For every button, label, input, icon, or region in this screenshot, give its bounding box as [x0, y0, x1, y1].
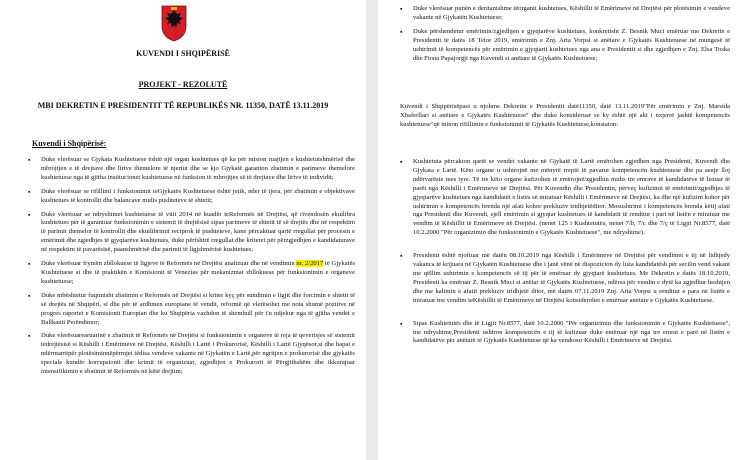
list-item [400, 28, 730, 64]
institution-name: KUVENDI I SHQIPËRISË [136, 49, 230, 58]
intro-paragraph: Kuvendi i Shqipërisëpasi u njohme Dekretin e Presidentit datë11350, datë 13.11.2019"Për emërimin e Znj. Marsida Xhaferllari si anëtare e Gjykatës Kushtetuese" dhe duke konsideruar se ky është një akt i nxjerrë jashtë kompetencës kushtetuese"që minon rifillimin e funksionimit të Gjykatës Kushtetuese,konstaton: [400, 103, 730, 128]
highlighted-reference: nr. 2/2017 [296, 260, 324, 268]
list-item-text: Duke mbështetur fuqimisht zbatimin e Reformës në Drejtësi si kriter kyç për sundimin e ligjit dhe forcimin e shtetit të së drejtës në Shqipëri, si dhe për të ardhmen europiane të vendit, reformë që vlerësohet me nota shumë pozitive në progres raportet e Komisionit Europian dhe ku Shqipëria vazhdon të shembull për t'u ndjekur nga të gjitha vendet e Ballkanit Perëndimor; [41, 291, 355, 326]
list-item-text: Presidenti është njoftuar më datën 08.10.2019 nga Këshilli i Emërimeve në Drejtësi për vendimet e tij në lidhjedy vakanca të krijuara në Gjykatën Kushtetuese dhe i janë vënë në dispozicion dy lista kandidatësh për secilin vend vakant me qëllim ushtrimin e kompetencës së tij për të emëruar dy gjyqtarë kushtetues. Me Dekretin e datës 18.10.2019, Presidenti ka emëruar Z. Besnik Muci si anëtar të Gjykatës Kushtetuese, ndërsa për vendin e dytë ka zgjedhur heshtjen dhe me kalimin e afatit prekluziv tridhjetë ditor, më datën 07.11.2019 Znj. Arta Vorpsi u renditur e para në listën e miratuar me vendim teKëshillit të Emërimeve në Drejtësi konsiderohet e emëruar anëtare e Gjykatës Kushtetuese. [413, 252, 730, 304]
list-item [28, 332, 355, 377]
list-item [28, 211, 355, 256]
list-item-text: Duke vlerësuar punën e deritanishme tëorganit kushtetues, Këshillit të Emërimeve në Drejtësi për plotësimin e vendeve vakante në Gjykatën Kushtetuese; [413, 5, 730, 21]
right-bottom-bullet-list [400, 158, 730, 351]
document-type: PROJEKT - REZOLUTË [138, 80, 228, 89]
list-item-text: Duke vlerësuar se ndryshimet kushtetuese të vitit 2014 në kuadër teReformës në Drejtësi, që rivendosën ekuilibra kushtetues për të garantuar funksionimin e sistemit të drejtësisë sipas parimeve të shtetit të së drejtës dhe në respektim të parimit themelor të kontrollit dhe ekuilibrimit reciprok të pushteteve, kane përcaktuar qartë rregullat për procesin e emërimit dhe zgjedhjes të gjyqtarëve kushtetues, duke përfshirë rregullat dhe kriteret për përzgjedhjen e kandidaturave në respektim të pavarësisë, paanshmërisë dhe parimit të ligjshmërisë kushtetues; [41, 210, 355, 254]
right-page [378, 0, 744, 460]
right-top-bullet-list [400, 5, 730, 68]
list-item [400, 5, 730, 23]
document-title: MBI DEKRETIN E PRESIDENTIT TË REPUBLIKËS NR. 11350, DATË 13.11.2019 [37, 101, 329, 110]
list-item [400, 320, 730, 347]
list-item-text: Kushtetuta përcakton qartë se vendet vakante në Gjykatë të Lartë emërohen zgjedhen nga Presidenti, Kuvendi dhe Gjykata e Lartë. Këto organe u ushtrojnë me mënyrë rreptë të pavarur kompetencën kushtetuese dhe pa asnje lloj ndërvarësie mes tyre. Të tre këto organe kufizohen të emërojnë/zgjedhin midis tre emrave të kandidatëve të listuar të parët nga Këshilli i Emërimeve në Drejtësi. Për Kuvendin dhe Presidentin, përveç kufizimit të emërimit/zgjedhjes të gjyqtarëve kushtetues nga kandidatët e listës së miratuar Këshilli i Emërimeve në Drejtësi, ka dhe një kufizim kohor për ushtrimin e kompetencës brenda një afati kohor prekluziv tridhjetëditor. Mosushtrimi i kompetencës brenda këtij afati nga Presidenti dhe Kuvendi, sjell emërimin si gjyqtar kushtetues të kandidatit të renditur i pari në listën e miratuar me vendim të Këshillit të Emërimeve në Drejtësi. (nenet 125 i Kushtetutës, nenet 7/b, 7/c dhe 7/ç të Ligjit Nr.8577, datë 10.2.2000 "Për organizimin dhe funksionimin e Gjykatës Kushtetuese", me ndryshime). [413, 158, 730, 237]
list-item [28, 292, 355, 328]
list-item-text: Duke vlerësuar se Gjykata Kushtetuese është një organ kushtetues që ka për mision ruajtjen e kushtetutshmërisë dhe mbrojtjen e të drejtave dhe lirive themelore të njeriut dhe se kjo Gjykatë garanton zbatimin e parimeve themelore kushtetuese nga të gjitha institucionet kushtetuese në funksion të mbrojtjes së të drejtave dhe lirive të individit; [41, 156, 355, 181]
list-item-text: Duke vlerësuarearuarinë e zbatimit të Reformës në Drejtësi si funksionimin e organeve të reja të qeverisjes së sistemit tëdrejtësisë si Këshilli i Emërimeve në Drejtësi, Këshilli i Lartë i Prokurorisë, Këshilli i Lartë Gjyqësor,si dhe hapat e ndërmarrëpër plotësiminnëpërmjet tëdisa vendeve vakante në Gjykatën e Lartë,për ngritjen e prokurorisë dhe gjykatës speciale kundër korrupsionit dhe krimit të organizuar, zgjedhjen e Prokurorit të Përgjithshëm dhe ikkurajuar intensifikimin e zbatimit të Reformës në këtë drejtim; [41, 332, 355, 376]
albanian-eagle-emblem-icon [160, 4, 188, 42]
list-item-text: Duke vlerësuar se rifillimi i funksionimit teGjykatës Kushtetuese është jetik, nder të tjera, për zbatimin e objektivave kushtetues të kontrollit dhe balancave midis pushteteve të shtetit; [41, 187, 355, 204]
salutation: Kuvendi i Shqipërisë: [32, 139, 107, 148]
left-page [0, 0, 366, 460]
list-item [28, 188, 355, 206]
list-item [400, 158, 730, 238]
list-item [28, 156, 355, 183]
list-item [28, 260, 355, 287]
list-item-text: Sipas Kushtetutës dhe të Ligjit Nr.8577, datë 10.2.2000 "Për organizimin dhe funksionimin e Gjykatës Kushtetuese", me ndryshime,Presidenti ushtron kompetencën e tij të kufizuar duke emëruar një nga tre emrat e parë në listën e kandidatëve për anëtarë të Gjykatës Kushtetuese që ka vendosur Këshilli i Emërimeve në Drejtësi. [413, 319, 730, 345]
page-gutter [366, 0, 378, 460]
left-bullet-list [28, 156, 355, 382]
list-item [400, 252, 730, 305]
list-item-text: Duke përshendetur emërimin/zgjedhjen e gjyqtarëve kushtetues, konkretisht Z. Besnik Muci emëruar me Dekretin e Presidentit të datës 18 Tetor 2019, emërimin e Znj. Arta Vorpsi si anëtare e Gjykatës Kushtetuese në mungesë të ushtrimit të kompetencës për emërimin e gjyqtarit kushtetues nga ana e Presidentit si dhe zgjedhjen e Znj. Elsa Toska dhe Fiona Papajorgji nga Kuvendi si anëtare të Gjykatës Kushtetuese; [413, 27, 730, 62]
list-item-text: Duke vlerësuar frymën zbllokuese të ligjeve të Reformës në Drejtësi analizuar dhe në vendimin nr. 2/2017 të Gjykatës Kushtetuese si dhe të praktikën e Komisionit të Venezias për mekanizmat zbllokuese për funksionimin e organeve kushtetuese; [41, 260, 355, 285]
